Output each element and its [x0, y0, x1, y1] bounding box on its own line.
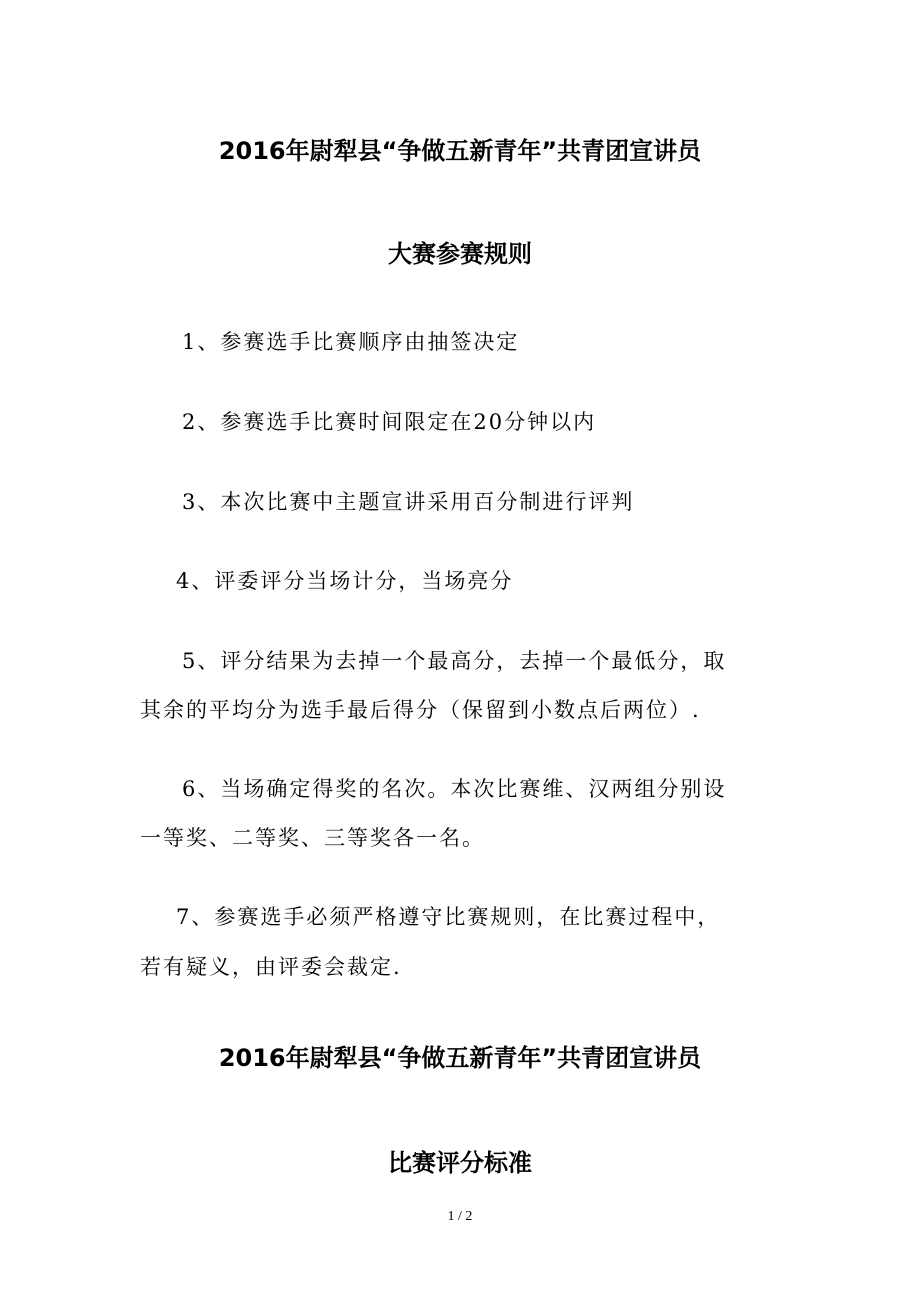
- rules-title-line2: 大赛参赛规则: [388, 240, 532, 268]
- rule-7-line1: 7、参赛选手必须严格遵守比赛规则，在比赛过程中，: [176, 905, 721, 929]
- rule-7-line2: 若有疑义，由评委会裁定.: [140, 955, 402, 979]
- scoring-title-line2: 比赛评分标准: [388, 1149, 532, 1177]
- rule-3: 3、本次比赛中主题宣讲采用百分制进行评判: [182, 490, 635, 514]
- rules-title-line1: 2016年尉犁县“争做五新青年”共青团宣讲员: [218, 137, 702, 165]
- rule-5-line1: 5、评分结果为去掉一个最高分，去掉一个最低分，取: [182, 649, 727, 673]
- page-number: 1 / 2: [447, 1209, 473, 1224]
- rule-2: 2、参赛选手比赛时间限定在20分钟以内: [182, 410, 597, 434]
- rule-6-line1: 6、当场确定得奖的名次。本次比赛维、汉两组分别设: [182, 777, 727, 801]
- rule-6-line2: 一等奖、二等奖、三等奖各一名。: [140, 826, 485, 850]
- rule-4: 4、评委评分当场计分，当场亮分: [176, 569, 514, 593]
- scoring-title-line1: 2016年尉犁县“争做五新青年”共青团宣讲员: [218, 1044, 702, 1072]
- rule-1: 1、参赛选手比赛顺序由抽签决定: [182, 330, 520, 354]
- rule-5-line2: 其余的平均分为选手最后得分（保留到小数点后两位）.: [140, 698, 701, 722]
